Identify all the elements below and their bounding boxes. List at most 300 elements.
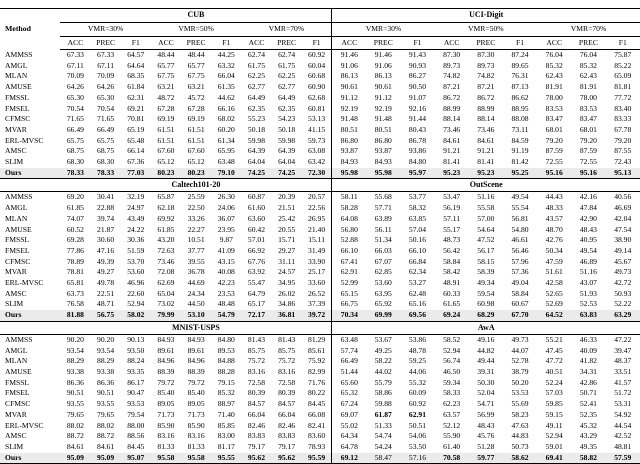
metric-header: F1: [302, 37, 332, 50]
metric-cell: 84.96: [187, 356, 205, 366]
metric-cell: 83.33: [614, 114, 632, 124]
metric-cell: 40.56: [614, 192, 632, 202]
dataset-title: Caltech101-20: [60, 179, 332, 192]
metric-cell: 83.00: [217, 431, 235, 441]
metric-cell: 62.23: [443, 399, 461, 409]
metric-cell: 88.39: [157, 366, 175, 376]
metric-cell: 84.93: [332, 157, 366, 168]
metric-cell: 52.69: [545, 299, 563, 309]
metric-cell: 46.50: [443, 366, 461, 376]
metric-cell: 36.81: [272, 310, 302, 321]
method-cell: ERL-MVSC: [5, 420, 44, 430]
metric-cell: 85.75: [247, 345, 265, 355]
metric-cell: 62.31: [127, 92, 145, 102]
method-cell: AMMSS: [5, 334, 33, 344]
metric-cell: 95.59: [302, 453, 332, 464]
vmr-group-header: VMR=30%: [60, 23, 151, 37]
metric-cell: 42.58: [545, 278, 563, 288]
metric-cell: 32.19: [127, 192, 145, 202]
table-row: [0, 50, 640, 61]
metric-cell: 64.34: [332, 431, 366, 442]
table-row: [0, 289, 640, 300]
metric-cell: 49.34: [477, 278, 495, 288]
metric-cell: 87.30: [443, 50, 461, 59]
metric-cell: 10.51: [187, 235, 205, 245]
metric-cell: 83.83: [247, 431, 265, 441]
metric-cell: 84.80: [217, 334, 235, 344]
metric-cell: 47.45: [545, 345, 563, 355]
metric-cell: 70.34: [332, 310, 366, 321]
metric-cell: 65.04: [157, 288, 175, 298]
metric-cell: 60.52: [66, 224, 84, 234]
metric-cell: 49.35: [579, 441, 597, 451]
metric-cell: 88.97: [217, 399, 235, 409]
metric-cell: 63.92: [247, 267, 265, 277]
metric-cell: 67.60: [157, 146, 175, 156]
metric-cell: 33.60: [308, 278, 326, 288]
metric-cell: 52.41: [579, 399, 597, 409]
metric-cell: 54.71: [477, 399, 495, 409]
metric-cell: 59.15: [545, 409, 563, 419]
metric-cell: 67.60: [187, 146, 205, 156]
metric-cell: 22.56: [308, 203, 326, 213]
metric-cell: 30.36: [127, 235, 145, 245]
metric-header: PREC: [272, 37, 302, 50]
metric-header: PREC: [469, 37, 503, 50]
metric-cell: 62.48: [408, 288, 426, 298]
metric-cell: 53.60: [127, 267, 145, 277]
metric-cell: 65.92: [374, 299, 392, 309]
metric-cell: 52.94: [443, 345, 461, 355]
metric-cell: 86.78: [408, 135, 426, 145]
metric-cell: 80.22: [308, 388, 326, 398]
metric-cell: 62.74: [247, 50, 265, 59]
metric-cell: 44.50: [187, 299, 205, 309]
dataset-band-row: [0, 179, 640, 192]
metric-cell: 57.59: [605, 453, 640, 464]
metric-cell: 63.21: [157, 82, 175, 92]
metric-cell: 61.51: [157, 124, 175, 134]
metric-cell: 42.52: [614, 431, 632, 441]
metric-cell: 65.09: [614, 71, 632, 81]
table-row: [0, 146, 640, 157]
metric-cell: 67.24: [332, 399, 366, 410]
metric-cell: 84.93: [187, 334, 205, 344]
dataset-title: AwA: [332, 321, 640, 334]
metric-cell: 64.79: [247, 288, 265, 298]
metric-cell: 58.86: [374, 388, 392, 398]
metric-cell: 55.69: [511, 399, 529, 409]
metric-cell: 49.27: [97, 267, 115, 277]
metric-cell: 59.88: [374, 399, 392, 409]
method-cell: FMSSL: [5, 92, 30, 102]
metric-cell: 72.58: [247, 377, 265, 387]
metric-cell: 65.12: [157, 157, 175, 167]
metric-cell: 84.96: [157, 356, 175, 366]
metric-cell: 84.61: [66, 441, 84, 451]
table-row: [0, 367, 640, 378]
table-row: [0, 431, 640, 442]
metric-cell: 91.19: [511, 146, 529, 156]
metric-cell: 88.56: [127, 431, 145, 441]
metric-cell: 60.92: [308, 50, 326, 59]
metric-cell: 75.72: [247, 356, 265, 366]
metric-cell: 95.25: [503, 168, 537, 179]
metric-cell: 72.43: [614, 157, 632, 167]
metric-cell: 56.42: [443, 245, 461, 255]
metric-cell: 78.89: [66, 256, 84, 266]
metric-cell: 63.21: [187, 82, 205, 92]
metric-cell: 89.05: [187, 399, 205, 409]
table-row: [0, 310, 640, 321]
metric-cell: 84.59: [511, 135, 529, 145]
metric-cell: 69.12: [332, 453, 366, 464]
metric-cell: 57.16: [400, 453, 434, 464]
metric-cell: 61.51: [187, 124, 205, 134]
metric-cell: 73.46: [157, 256, 175, 266]
metric-cell: 60.68: [308, 71, 326, 81]
metric-cell: 43.57: [545, 213, 563, 223]
metric-cell: 59.98: [247, 135, 265, 145]
metric-cell: 88.39: [187, 366, 205, 376]
metric-cell: 25.17: [308, 267, 326, 277]
metric-cell: 88.99: [477, 103, 495, 113]
metric-cell: 66.49: [332, 356, 366, 367]
metric-cell: 52.04: [477, 388, 495, 398]
metric-cell: 88.02: [97, 420, 115, 430]
metric-cell: 53.60: [374, 278, 392, 288]
metric-cell: 84.88: [217, 356, 235, 366]
metric-cell: 69.21: [127, 103, 145, 113]
metric-cell: 49.25: [374, 345, 392, 355]
metric-cell: 48.43: [477, 420, 495, 430]
metric-cell: 77.03: [121, 168, 151, 179]
metric-cell: 66.75: [332, 299, 366, 310]
metric-cell: 26.95: [308, 213, 326, 223]
metric-cell: 26.52: [308, 288, 326, 298]
metric-cell: 63.57: [443, 409, 461, 419]
method-cell: ERL-MVSC: [5, 278, 44, 288]
metric-cell: 42.76: [545, 235, 563, 245]
metric-cell: 85.75: [278, 345, 296, 355]
metric-cell: 57.71: [374, 203, 392, 213]
metric-cell: 78.00: [545, 92, 563, 102]
metric-cell: 53.47: [443, 192, 461, 202]
metric-cell: 59.77: [469, 453, 503, 464]
metric-cell: 65.17: [247, 299, 265, 309]
metric-cell: 62.77: [247, 82, 265, 92]
metric-cell: 51.72: [614, 388, 632, 398]
metric-cell: 50.71: [579, 388, 597, 398]
metric-cell: 68.75: [66, 146, 84, 156]
metric-cell: 75.87: [614, 50, 632, 59]
metric-cell: 67.76: [247, 256, 265, 266]
metric-cell: 53.77: [408, 192, 426, 202]
metric-cell: 93.35: [127, 366, 145, 376]
metric-cell: 71.65: [97, 114, 115, 124]
metric-cell: 93.86: [408, 146, 426, 156]
metric-cell: 76.31: [511, 71, 529, 81]
metric-cell: 84.45: [127, 441, 145, 451]
metric-cell: 90.50: [408, 82, 426, 92]
table-row: [0, 235, 640, 246]
metric-cell: 93.87: [332, 146, 366, 157]
metric-cell: 73.02: [157, 299, 175, 309]
metric-cell: 62.77: [278, 82, 296, 92]
metric-cell: 58.28: [332, 203, 366, 214]
metric-cell: 47.22: [614, 334, 632, 344]
metric-cell: 79.65: [97, 409, 115, 419]
table-row: [0, 388, 640, 399]
metric-cell: 54.74: [374, 431, 392, 441]
metric-cell: 92.19: [374, 103, 392, 113]
metric-cell: 57.04: [408, 224, 426, 234]
metric-cell: 62.25: [278, 71, 296, 81]
metric-cell: 49.73: [511, 334, 529, 344]
metric-cell: 70.54: [97, 103, 115, 113]
metric-cell: 49.78: [97, 278, 115, 288]
metric-cell: 57.96: [511, 256, 529, 266]
metric-cell: 86.72: [443, 92, 461, 102]
metric-cell: 30.41: [97, 192, 115, 202]
metric-cell: 49.73: [614, 267, 632, 277]
metric-cell: 89.61: [157, 345, 175, 355]
metric-cell: 58.32: [408, 203, 426, 213]
metric-cell: 24.06: [217, 203, 235, 213]
metric-header: ACC: [435, 37, 469, 50]
metric-cell: 91.06: [374, 60, 392, 70]
metric-cell: 48.71: [97, 299, 115, 309]
metric-cell: 79.72: [187, 377, 205, 387]
metric-cell: 84.57: [247, 399, 265, 409]
table-row: [0, 421, 640, 432]
metric-cell: 70.09: [66, 71, 84, 81]
metric-cell: 59.34: [443, 377, 461, 387]
metric-cell: 39.74: [97, 213, 115, 223]
metric-cell: 64.39: [247, 146, 265, 156]
metric-cell: 26.02: [278, 288, 296, 298]
metric-cell: 38.90: [614, 235, 632, 245]
metric-cell: 61.40: [443, 441, 461, 451]
metric-cell: 64.08: [332, 214, 366, 225]
metric-cell: 81.41: [443, 157, 461, 167]
header-row-vmr: [0, 23, 640, 37]
metric-cell: 33.26: [187, 213, 205, 223]
metric-cell: 72.30: [302, 168, 332, 179]
metric-cell: 51.44: [332, 367, 366, 378]
method-cell: MLAN: [5, 213, 28, 223]
table-row: [0, 346, 640, 357]
metric-cell: 29.27: [278, 245, 296, 255]
metric-cell: 67.11: [67, 60, 84, 70]
metric-cell: 64.49: [278, 92, 296, 102]
metric-cell: 66.10: [332, 246, 366, 257]
table-row: [0, 168, 640, 179]
metric-cell: 48.72: [157, 92, 175, 102]
dataset-row-spacer: [0, 321, 60, 334]
metric-cell: 61.75: [278, 60, 296, 70]
vmr-group-header: VMR=70%: [241, 23, 332, 37]
metric-cell: 55.21: [545, 334, 563, 344]
metric-cell: 56.81: [511, 213, 529, 223]
metric-cell: 79.17: [247, 441, 265, 451]
metric-cell: 81.33: [157, 441, 175, 451]
metric-cell: 78.81: [66, 267, 84, 277]
metric-cell: 68.30: [66, 157, 84, 167]
metric-cell: 42.72: [614, 278, 632, 288]
metric-cell: 57.11: [443, 213, 461, 223]
metric-cell: 65.30: [66, 92, 84, 102]
table-row: [0, 410, 640, 421]
metric-cell: 95.62: [272, 453, 302, 464]
metric-cell: 42.23: [217, 278, 235, 288]
method-cell: SLIM: [5, 299, 24, 309]
metric-cell: 44.06: [408, 366, 426, 376]
table-row: [0, 71, 640, 82]
metric-cell: 66.08: [308, 409, 326, 419]
metric-header: F1: [121, 37, 151, 50]
metric-cell: 61.51: [187, 135, 205, 145]
metric-cell: 24.97: [127, 203, 145, 213]
metric-cell: 15.11: [308, 235, 325, 245]
metric-cell: 95.62: [241, 453, 271, 464]
metric-cell: 69.56: [400, 310, 434, 321]
method-cell: FMSSL: [5, 235, 30, 245]
table-row: [0, 82, 640, 93]
metric-cell: 40.09: [579, 345, 597, 355]
metric-cell: 66.16: [217, 103, 235, 113]
metric-header: ACC: [241, 37, 271, 50]
metric-cell: 79.10: [211, 168, 241, 179]
metric-cell: 81.17: [217, 441, 235, 451]
metric-cell: 69.92: [157, 213, 175, 223]
vmr-group-header: VMR=50%: [151, 23, 242, 37]
table-row: [0, 378, 640, 389]
metric-cell: 88.72: [97, 431, 115, 441]
method-cell: AMUSE: [5, 224, 32, 234]
metric-cell: 61.34: [217, 135, 235, 145]
metric-cell: 88.99: [443, 103, 461, 113]
metric-cell: 39.47: [614, 345, 632, 355]
metric-cell: 46.69: [614, 203, 632, 213]
metric-cell: 87.55: [614, 146, 632, 156]
metric-cell: 64.49: [247, 92, 265, 102]
metric-cell: 50.73: [511, 441, 529, 451]
metric-cell: 66.04: [247, 409, 265, 419]
metric-cell: 46.89: [579, 256, 597, 266]
metric-cell: 50.93: [614, 288, 632, 298]
metric-cell: 45.76: [477, 431, 495, 441]
metric-cell: 88.14: [477, 114, 495, 124]
metric-cell: 90.51: [66, 388, 84, 398]
metric-cell: 64.57: [127, 50, 145, 59]
metric-cell: 46.61: [511, 235, 529, 245]
metric-cell: 58.84: [511, 288, 529, 298]
metric-cell: 74.25: [241, 168, 271, 179]
metric-cell: 34.95: [278, 278, 296, 288]
metric-cell: 71.73: [187, 409, 205, 419]
metric-cell: 30.60: [97, 235, 115, 245]
metric-cell: 93.38: [97, 366, 115, 376]
metric-cell: 51.28: [477, 441, 495, 451]
metric-cell: 83.16: [187, 431, 205, 441]
metric-cell: 36.78: [187, 267, 205, 277]
metric-header: ACC: [332, 37, 366, 50]
metric-cell: 79.20: [579, 135, 597, 145]
metric-cell: 80.39: [278, 388, 296, 398]
metric-cell: 58.11: [332, 192, 366, 203]
metric-cell: 86.80: [332, 136, 366, 147]
metric-cell: 72.58: [278, 377, 296, 387]
metric-cell: 64.64: [127, 60, 145, 70]
metric-cell: 75.92: [308, 356, 326, 366]
metric-cell: 56.11: [374, 224, 392, 234]
metric-cell: 40.08: [217, 267, 235, 277]
metric-cell: 89.53: [217, 345, 235, 355]
metric-cell: 86.36: [97, 377, 115, 387]
metric-cell: 84.61: [477, 135, 495, 145]
metric-cell: 20.39: [278, 192, 296, 202]
metric-cell: 44.82: [477, 345, 495, 355]
method-cell: MVAR: [5, 267, 27, 277]
metric-cell: 47.52: [477, 235, 495, 245]
metric-cell: 95.98: [332, 168, 366, 179]
metric-cell: 46.96: [127, 278, 145, 288]
metric-cell: 84.80: [408, 157, 426, 167]
metric-cell: 59.85: [545, 399, 563, 409]
metric-cell: 64.26: [66, 82, 84, 92]
metric-cell: 88.95: [511, 103, 529, 113]
metric-header: F1: [211, 37, 241, 50]
metric-cell: 73.11: [511, 124, 529, 134]
metric-cell: 53.27: [408, 278, 426, 288]
metric-cell: 81.81: [614, 82, 632, 92]
metric-cell: 84.93: [374, 157, 392, 167]
metric-cell: 65.77: [157, 60, 175, 70]
metric-cell: 62.25: [247, 71, 265, 81]
metric-cell: 86.17: [127, 377, 145, 387]
metric-cell: 39.55: [187, 256, 205, 266]
metric-cell: 22.27: [187, 224, 205, 234]
metric-cell: 87.21: [477, 82, 495, 92]
metric-cell: 95.09: [60, 453, 90, 464]
metric-cell: 31.49: [308, 245, 326, 255]
metric-cell: 62.91: [408, 409, 426, 419]
metric-cell: 79.20: [614, 135, 632, 145]
metric-cell: 80.51: [332, 125, 366, 136]
metric-cell: 24.22: [127, 224, 145, 234]
metric-cell: 52.78: [511, 356, 529, 366]
metric-cell: 50.51: [408, 420, 426, 430]
metric-cell: 91.44: [408, 114, 426, 124]
metric-cell: 76.04: [579, 50, 597, 59]
metric-cell: 55.68: [374, 192, 392, 202]
metric-cell: 93.54: [66, 345, 84, 355]
metric-cell: 58.23: [511, 409, 529, 419]
metric-cell: 69.19: [157, 114, 175, 124]
metric-cell: 58.15: [477, 256, 495, 266]
metric-cell: 72.55: [579, 157, 597, 167]
metric-cell: 65.19: [127, 124, 145, 134]
metric-cell: 93.55: [97, 399, 115, 409]
metric-cell: 77.72: [614, 92, 632, 102]
metric-cell: 62.18: [157, 203, 175, 213]
metric-cell: 86.27: [408, 71, 426, 81]
metric-cell: 95.13: [605, 168, 640, 179]
metric-cell: 15.71: [278, 235, 296, 245]
metric-cell: 66.92: [247, 245, 265, 255]
metric-cell: 21.40: [308, 224, 326, 234]
